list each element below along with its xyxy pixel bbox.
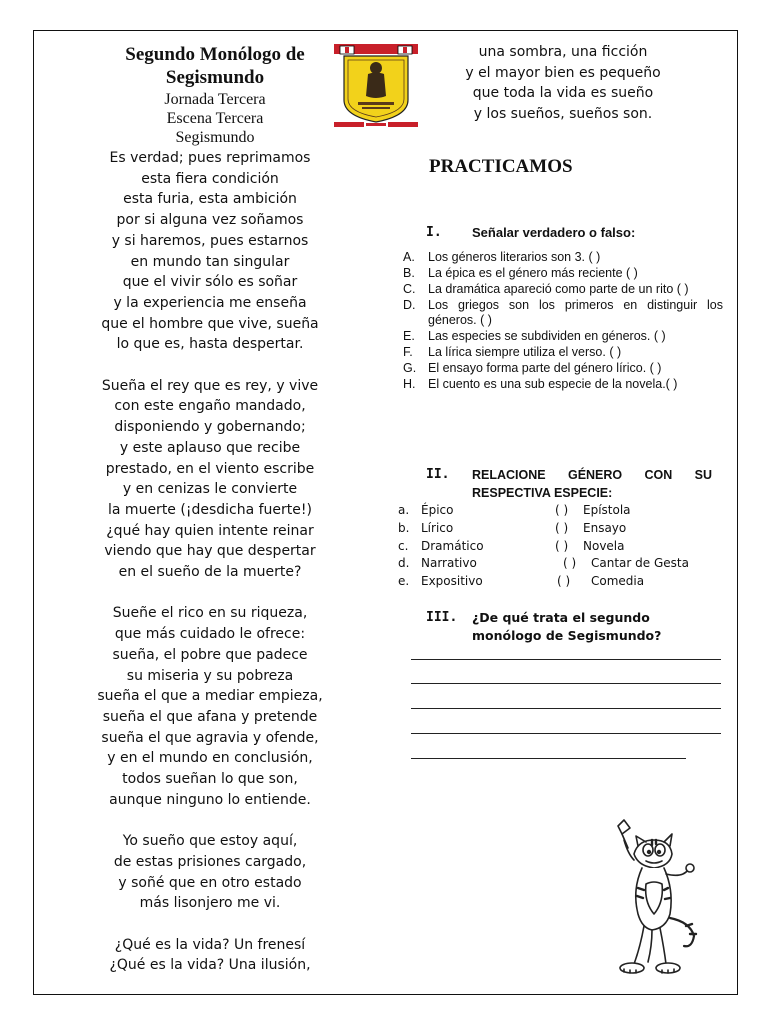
list-item	[403, 377, 723, 392]
poem-line: en mundo tan singular	[130, 253, 290, 270]
item-letter: D.	[403, 298, 416, 312]
list-item	[398, 520, 718, 538]
poem-line: esta furia, esta ambición	[123, 191, 297, 208]
item-text: El ensayo forma parte del género lírico. ( )	[428, 360, 662, 375]
list-item	[403, 250, 723, 265]
poem-line: sueña el que agravia y ofende,	[101, 729, 319, 746]
poem-line: y soñé que en otro estado	[118, 874, 302, 891]
list-item	[398, 555, 718, 573]
poem-line: Yo sueño que estoy aquí,	[122, 833, 298, 850]
list-item	[403, 282, 723, 297]
poem-line: esta fiera condición	[141, 170, 279, 187]
stanza-2	[45, 376, 375, 583]
garfield-cartoon-icon	[608, 818, 708, 983]
poem-line: por si alguna vez soñamos	[116, 212, 304, 229]
document-title	[95, 43, 335, 89]
list-item	[403, 329, 723, 344]
poem-line: y en cenizas le convierte	[122, 481, 298, 498]
jornada-label: Jornada Tercera	[164, 91, 266, 108]
stanza-4	[45, 831, 375, 914]
species-label: Comedia	[591, 574, 645, 589]
list-item	[403, 266, 723, 281]
true-false-list	[403, 250, 723, 393]
poem-line: disponiendo y gobernando;	[114, 419, 306, 436]
stanza-1	[45, 148, 375, 355]
poem-line: todos sueñan lo que son,	[122, 771, 298, 788]
poem-line: la muerte (¡desdicha fuerte!)	[108, 501, 312, 518]
poem-line: viendo que hay que despertar	[104, 543, 316, 560]
stanza-3	[45, 603, 375, 810]
answer-line[interactable]	[411, 733, 721, 734]
poem-line: sueña el que afana y pretende	[102, 708, 318, 725]
title-line-1: Segundo Monólogo de	[125, 44, 305, 65]
genre-label: Narrativo	[421, 556, 477, 571]
poem-line: ¿qué hay quien intente reinar	[106, 522, 314, 539]
row-letter: b.	[398, 520, 410, 535]
item-letter: A.	[403, 250, 415, 264]
answer-paren: ( )	[555, 520, 569, 535]
section-2-title: RELACIONE GÉNERO CON SU RESPECTIVA ESPECIE:	[472, 468, 712, 500]
poem-line: que toda la vida es sueño	[472, 85, 654, 101]
personaje-label: Segismundo	[175, 129, 255, 146]
practicamos-heading: PRACTICAMOS	[429, 156, 573, 177]
poem-line: y los sueños, sueños son.	[473, 105, 653, 122]
answer-paren: ( )	[555, 503, 569, 517]
item-letter: G.	[403, 360, 417, 375]
species-label: Epístola	[583, 503, 631, 517]
stanza-5	[45, 935, 375, 976]
item-text: La dramática apareció como parte de un rito ( )	[428, 282, 689, 296]
item-text: La lírica siempre utiliza el verso. ( )	[428, 344, 622, 359]
row-letter: a.	[398, 503, 410, 517]
poem-line: Es verdad; pues reprimamos	[109, 150, 311, 166]
item-letter: E.	[403, 328, 415, 343]
section-2-number: II.	[426, 467, 450, 482]
answer-line[interactable]	[411, 683, 721, 684]
poem-line: que más cuidado le ofrece:	[114, 626, 306, 643]
list-item	[398, 573, 718, 591]
poem-left	[45, 148, 375, 997]
species-label: Ensayo	[583, 520, 627, 535]
school-crest-icon	[334, 44, 418, 130]
poem-line: lo que es, hasta despertar.	[116, 336, 304, 353]
genre-label: Expositivo	[421, 574, 483, 589]
poem-line: sueña, el pobre que padece	[112, 646, 308, 663]
poem-line: sueña el que a mediar empieza,	[97, 688, 323, 705]
escena-label: Escena Tercera	[166, 110, 264, 127]
answer-line[interactable]	[411, 758, 686, 759]
row-letter: d.	[398, 556, 410, 571]
poem-line: de estas prisiones cargado,	[113, 853, 307, 870]
answer-line[interactable]	[411, 708, 721, 709]
species-label: Novela	[583, 538, 625, 553]
list-item	[403, 361, 723, 376]
item-text: Los géneros literarios son 3. ( )	[428, 250, 601, 264]
item-letter: F.	[403, 344, 413, 359]
section-3-question: ¿De qué trata el segundo monólogo de Segismundo?	[472, 610, 662, 643]
item-text: La épica es el género más reciente ( )	[428, 266, 638, 280]
item-letter: C.	[403, 282, 416, 296]
section-1-number: I.	[426, 225, 442, 240]
poem-line: y en el mundo en conclusión,	[107, 750, 313, 767]
answer-line[interactable]	[411, 659, 721, 660]
item-letter: B.	[403, 266, 415, 280]
item-text: Los griegos son los primeros en distinguir los géneros. ( )	[428, 298, 723, 327]
row-letter: e.	[398, 574, 410, 589]
poem-line: su miseria y su pobreza	[126, 667, 294, 684]
poem-line: y el mayor bien es pequeño	[465, 64, 661, 81]
section-3-number: III.	[426, 610, 458, 625]
poem-line: ¿Qué es la vida? Una ilusión,	[109, 957, 311, 974]
row-letter: c.	[398, 538, 409, 553]
species-label: Cantar de Gesta	[591, 556, 689, 571]
genre-label: Lírico	[421, 520, 454, 535]
poem-line: y este aplauso que recibe	[119, 439, 301, 456]
poem-right	[438, 42, 688, 124]
poem-line: una sombra, una ficción	[478, 44, 648, 60]
matching-list	[398, 502, 718, 591]
poem-line: Sueñe el rico en su riqueza,	[112, 605, 308, 622]
list-item	[403, 345, 723, 360]
answer-paren: ( )	[555, 538, 569, 553]
poem-line: más lisonjero me vi.	[139, 895, 281, 912]
item-text: Las especies se subdividen en géneros. ( )	[428, 328, 666, 343]
poem-line: y si haremos, pues estarnos	[111, 232, 309, 249]
poem-line: que el vivir sólo es soñar	[122, 274, 298, 291]
poem-line: con este engaño mandado,	[114, 398, 306, 415]
poem-line: Sueña el rey que es rey, y vive	[101, 377, 319, 394]
list-item	[403, 298, 723, 327]
genre-label: Épico	[421, 503, 454, 517]
title-line-2: Segismundo	[165, 67, 265, 88]
poem-line: ¿Qué es la vida? Un frenesí	[114, 936, 306, 953]
section-1-title: Señalar verdadero o falso:	[472, 225, 636, 240]
answer-paren: ( )	[563, 556, 577, 571]
item-text: El cuento es una sub especie de la novela.( )	[428, 376, 678, 391]
item-letter: H.	[403, 376, 416, 391]
list-item	[398, 502, 718, 520]
poem-line: en el sueño de la muerte?	[118, 564, 302, 581]
answer-paren: ( )	[557, 574, 571, 589]
poem-line: y la experiencia me enseña	[113, 294, 307, 311]
poem-line: aunque ninguno lo entiende.	[109, 791, 311, 808]
poem-line: prestado, en el viento escribe	[105, 460, 315, 477]
poem-line: que el hombre que vive, sueña	[101, 315, 319, 332]
genre-label: Dramático	[421, 538, 484, 553]
list-item	[398, 538, 718, 556]
